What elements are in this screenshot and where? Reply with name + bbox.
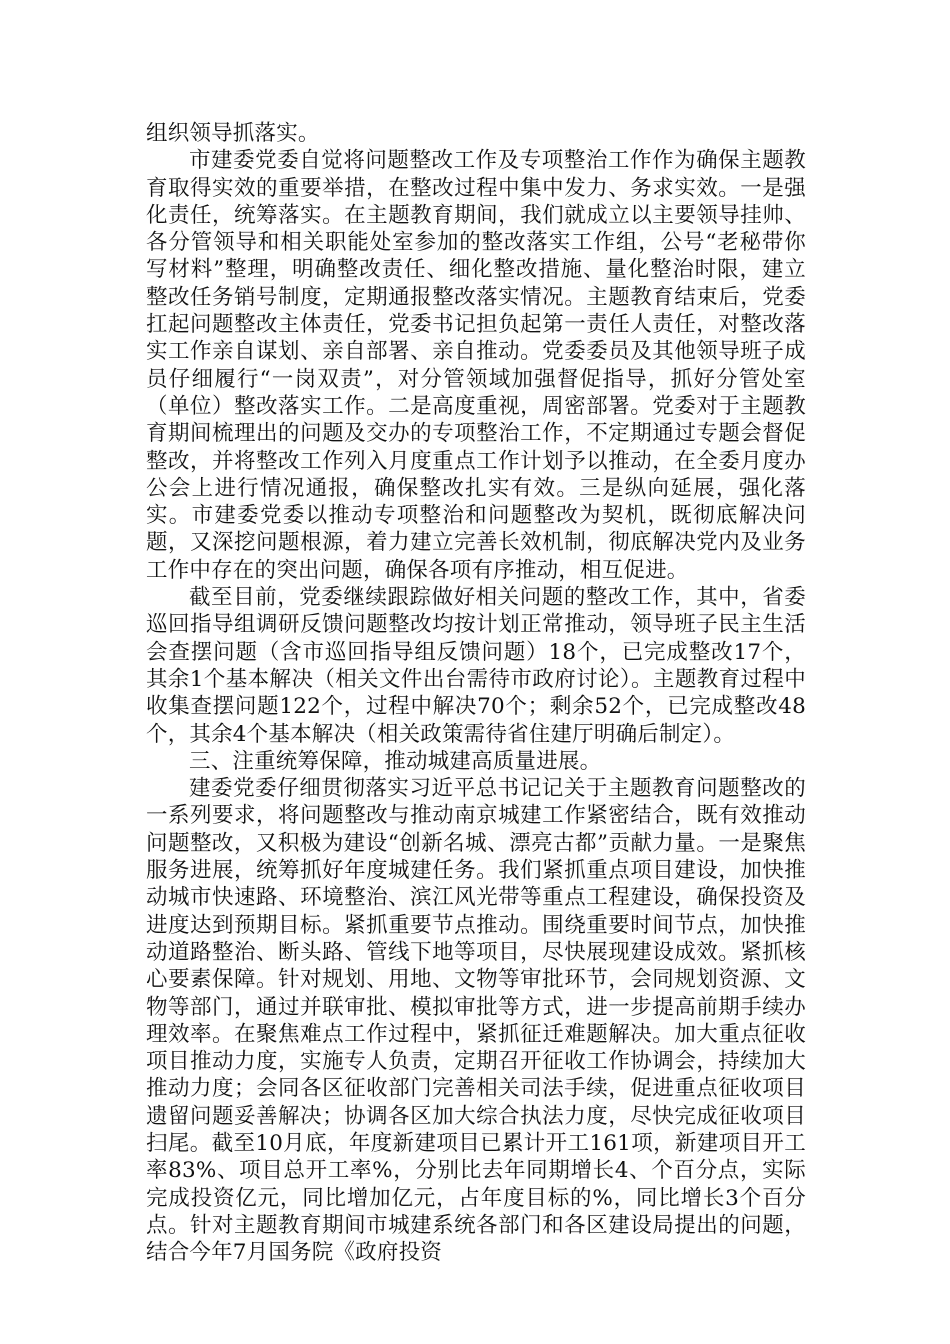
paragraph-continuation: 组织领导抓落实。 <box>146 121 320 146</box>
document-body <box>146 120 806 1266</box>
section-heading-three: 三、注重统筹保障，推动城建高质量进展。 <box>189 748 602 774</box>
paragraph-progress-status: 截至目前，党委继续跟踪做好相关问题的整改工作，其中，省委巡回指导组调研反馈问题整改均按计划正常推动，领导班子民主生活会查摆问题（含市巡回指导组反馈问题）18个，已完成整改17个，其余1个基本解决（相关文件出台需待市政府讨论）。主题教育过程中收集查摆问题122个，过程中解决70个；剩余52个，已完成整改48个，其余4个基本解决（相关政策需待省住建厅明确后制定）。 <box>146 585 806 747</box>
paragraph-rectification-work: 市建委党委自觉将问题整改工作及专项整治工作作为确保主题教育取得实效的重要举措，在整改过程中集中发力、务求实效。一是强化责任，统筹落实。在主题教育期间，我们就成立以主要领导挂帅、各分管领导和相关职能处室参加的整改落实工作组，公号“老秘带你写材料”整理，明确整改责任、细化整改措施、量化整治时限，建立整改任务销号制度，定期通报整改落实情况。主题教育结束后，党委扛起问题整改主体责任，党委书记担负起第一责任人责任，对整改落实工作亲自谋划、亲自部署、亲自推动。党委委员及其他领导班子成员仔细履行“一岗双责”，对分管领域加强督促指导，抓好分管处室（单位）整改落实工作。二是高度重视，周密部署。党委对于主题教育期间梳理出的问题及交办的专项整治工作，不定期通过专题会督促整改，并将整改工作列入月度重点工作计划予以推动，在全委月度办公会上进行情况通报，确保整改扎实有效。三是纵向延展，强化落实。市建委党委以推动专项整治和问题整改为契机，既彻底解决问题，又深挖问题根源，着力建立完善长效机制，彻底解决党内及业务工作中存在的突出问题，确保各项有序推动，相互促进。 <box>146 148 806 583</box>
paragraph-urban-construction: 建委党委仔细贯彻落实习近平总书记记关于主题教育问题整改的一系列要求，将问题整改与推动南京城建工作紧密结合，既有效推动问题整改，又积极为建设“创新名城、漂亮古都”贡献力量。一是聚焦服务进展，统筹抓好年度城建任务。我们紧抓重点项目建设，加快推动城市快速路、环境整治、滨江风光带等重点工程建设，确保投资及进度达到预期目标。紧抓重要节点推动。围绕重要时间节点，加快推动道路整治、断头路、管线下地等项目，尽快展现建设成效。紧抓核心要素保障。针对规划、用地、文物等审批环节，会同规划资源、文物等部门，通过并联审批、模拟审批等方式，进一步提高前期手续办理效率。在聚焦难点工作过程中，紧抓征迁难题解决。加大重点征收项目推动力度，实施专人负责，定期召开征收工作协调会，持续加大推动力度；会同各区征收部门完善相关司法手续，促进重点征收项目遗留问题妥善解决；协调各区加大综合执法力度，尽快完成征收项目扫尾。截至10月底，年度新建项目已累计开工161项，新建项目开工率83%、项目总开工率%，分别比去年同期增长4、个百分点，实际完成投资亿元，同比增加亿元，占年度目标的%，同比增长3个百分点。针对主题教育期间市城建系统各部门和各区建设局提出的问题，结合今年7月国务院《政府投资 <box>146 776 806 1266</box>
